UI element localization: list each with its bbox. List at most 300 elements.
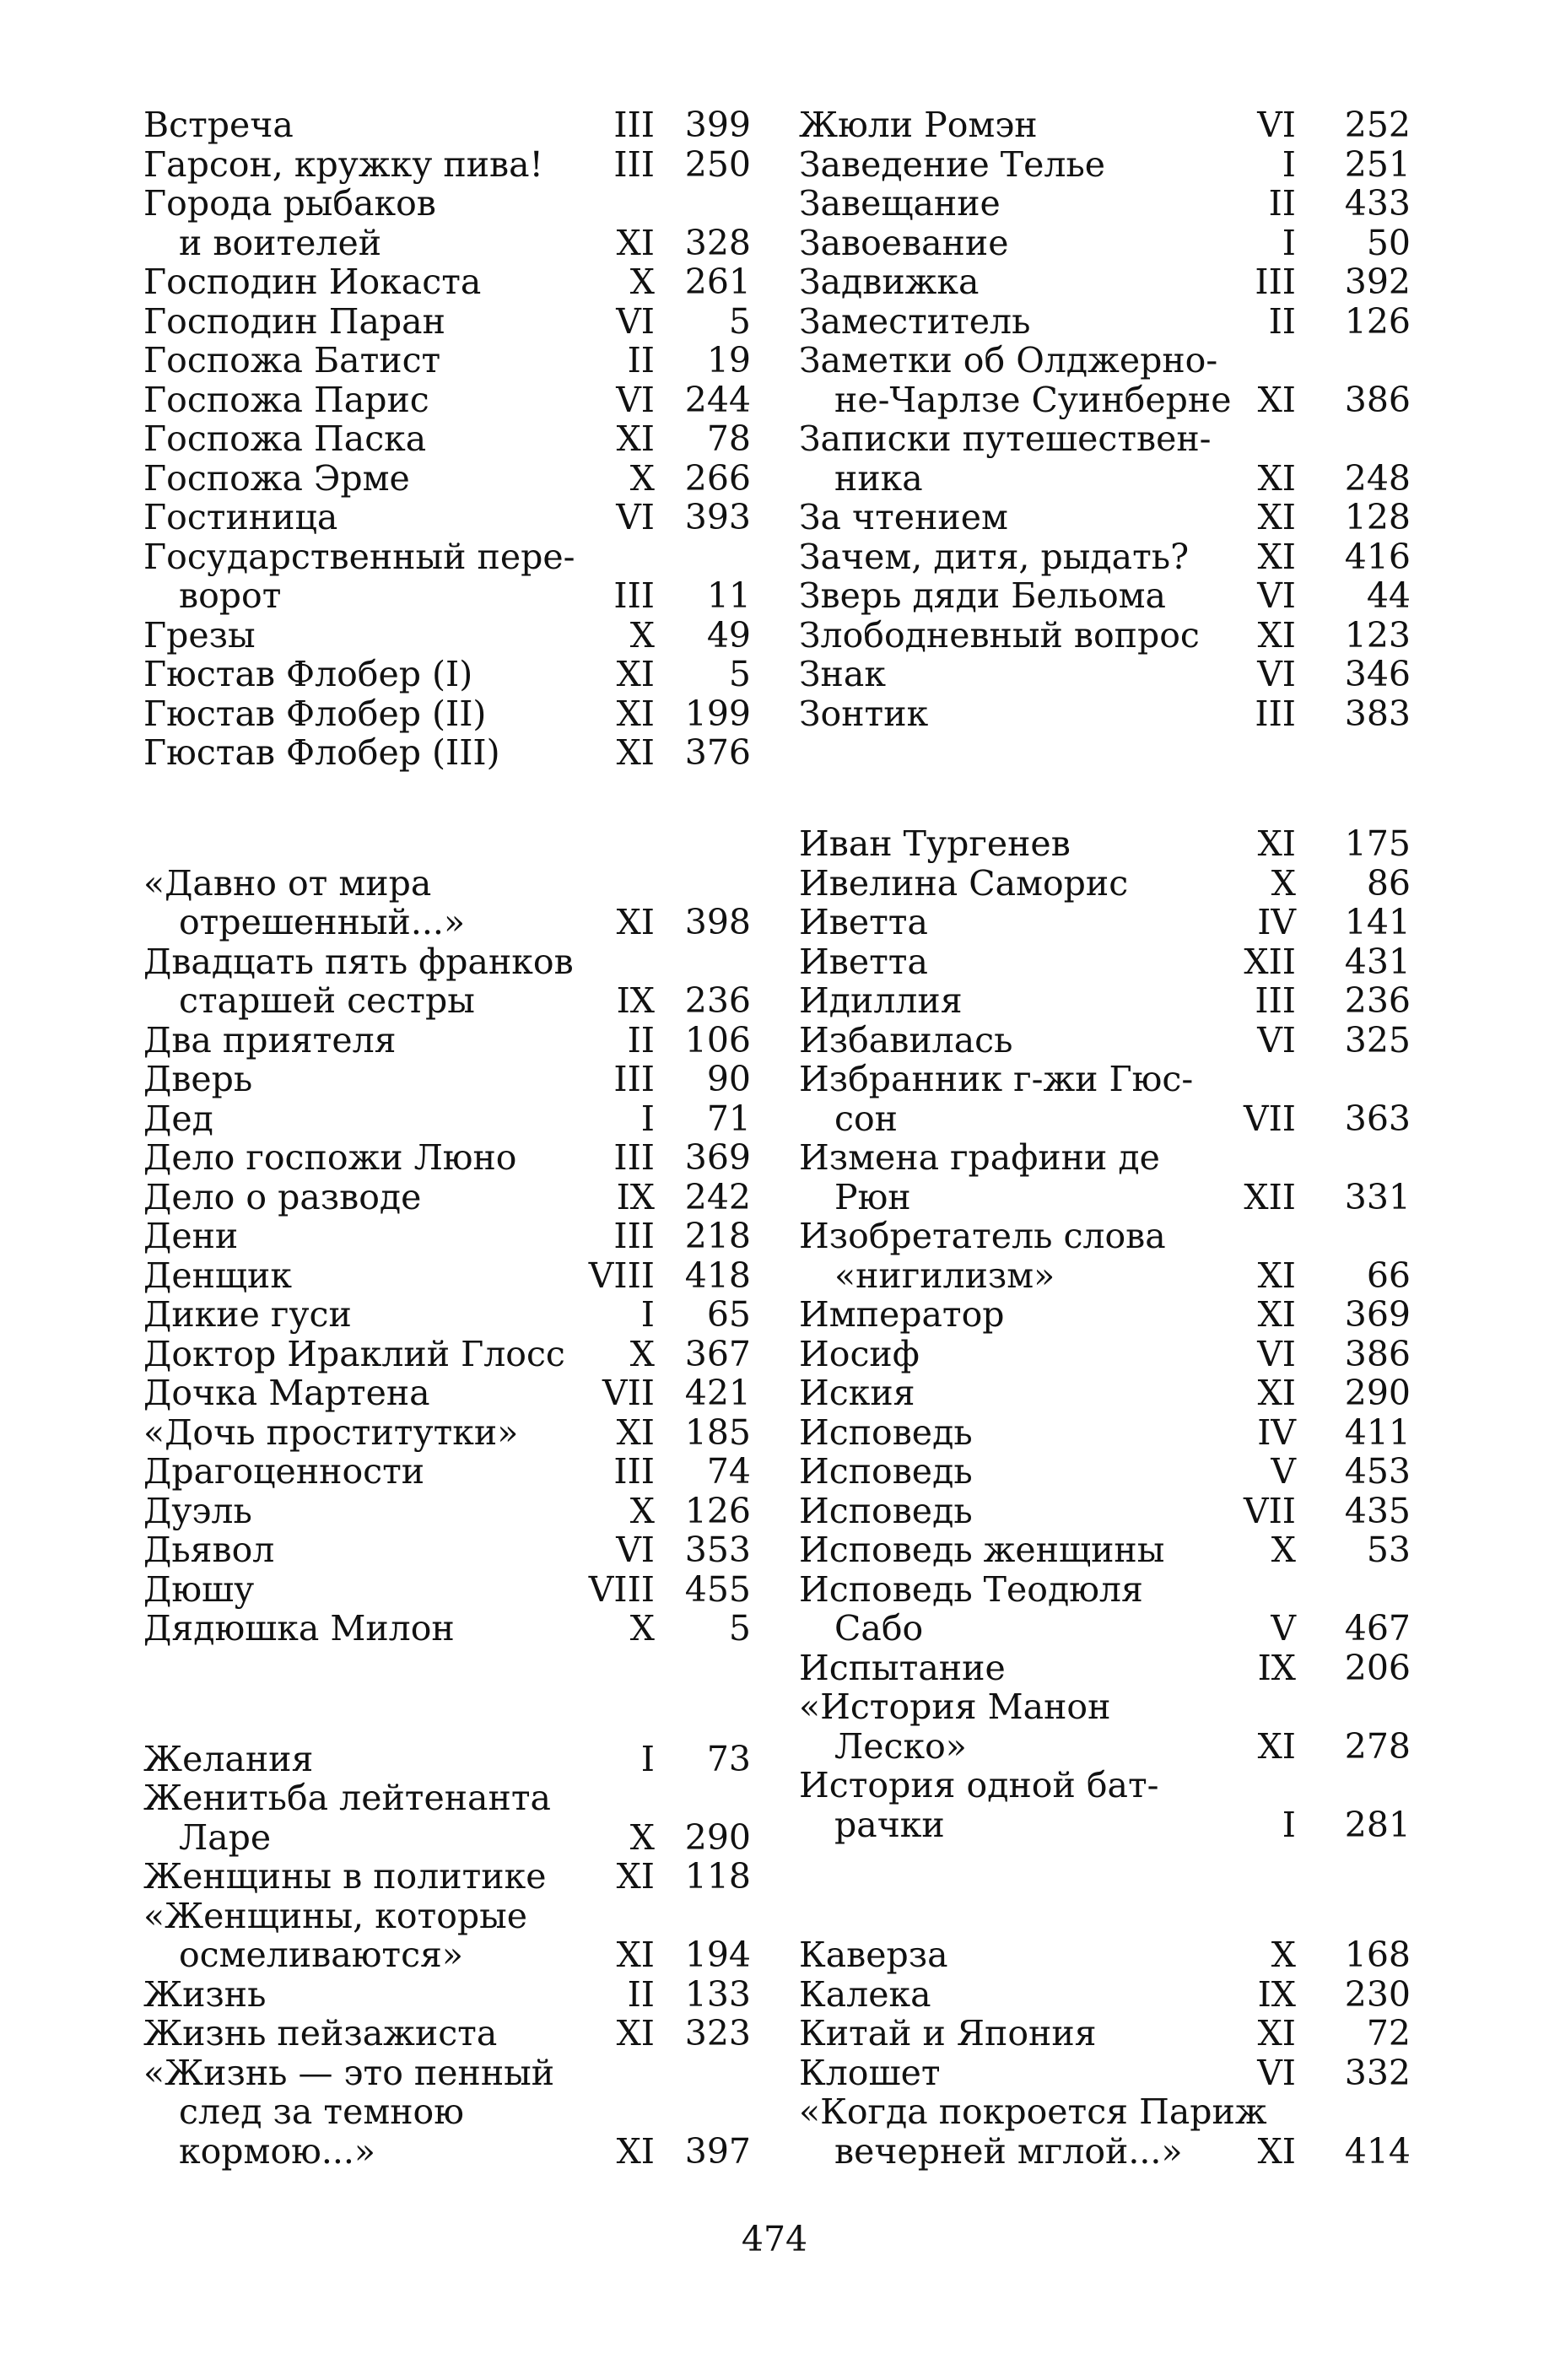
index-entry — [143, 1778, 751, 1857]
entry-page: 252 — [1344, 105, 1411, 145]
entry-volume: X — [1271, 1530, 1296, 1570]
entry-volume: XI — [616, 902, 655, 942]
index-entry — [143, 498, 751, 537]
index-entry — [799, 1217, 1411, 1295]
index-entry — [799, 903, 1411, 942]
entry-page: 141 — [1344, 902, 1411, 942]
entry-volume: VI — [1257, 1019, 1296, 1060]
entry-volume: III — [613, 1059, 655, 1099]
entry-volume: VI — [1257, 105, 1296, 145]
entry-title: Госпожа Паска — [143, 418, 427, 459]
entry-title: Император — [799, 1294, 1005, 1335]
entry-volume: VI — [1257, 654, 1296, 694]
entry-title-continuation: и воителей — [179, 222, 382, 263]
index-entry — [799, 419, 1411, 498]
entry-page: 11 — [706, 575, 751, 616]
entry-volume: XI — [1257, 1255, 1296, 1296]
entry-title: Исповедь женщины — [799, 1530, 1165, 1570]
index-entry — [143, 1373, 751, 1413]
index-entry — [143, 1099, 751, 1139]
entry-page: 386 — [1344, 379, 1411, 420]
index-entry — [143, 616, 751, 656]
entry-page: 65 — [706, 1294, 751, 1335]
entry-page: 19 — [706, 340, 751, 380]
entry-title: Дед — [143, 1098, 213, 1139]
entry-title: Изобретатель слова — [799, 1216, 1166, 1256]
entry-page: 281 — [1344, 1804, 1411, 1845]
index-entry — [143, 1609, 751, 1649]
entry-page: 328 — [684, 222, 751, 263]
entry-title: Двадцать пять франков — [143, 941, 574, 982]
index-entry — [799, 942, 1411, 982]
entry-page: 50 — [1366, 222, 1411, 263]
entry-page: 128 — [1344, 497, 1411, 537]
entry-title: Злободневный вопрос — [799, 614, 1200, 656]
index-entry — [143, 262, 751, 302]
index-entry — [799, 537, 1411, 577]
index-entry — [143, 655, 751, 694]
entry-title: Драгоценности — [143, 1451, 425, 1492]
entry-title: Жюли Ромэн — [799, 105, 1038, 145]
entry-volume: XI — [616, 732, 655, 773]
index-entry — [799, 105, 1411, 145]
entry-page: 49 — [706, 614, 751, 656]
entry-title: Зонтик — [799, 693, 929, 734]
entry-volume: I — [1282, 222, 1296, 263]
entry-page: 399 — [684, 105, 751, 145]
entry-page: 367 — [684, 1333, 751, 1374]
entry-title: Иветта — [799, 902, 928, 942]
entry-page: 455 — [684, 1568, 751, 1610]
entry-title-continuation: «нигилизм» — [834, 1255, 1055, 1296]
entry-title: Зачем, дитя, рыдать? — [799, 536, 1190, 577]
entry-volume: III — [1255, 980, 1296, 1021]
index-entry — [143, 1256, 751, 1296]
entry-title: Города рыбаков — [143, 183, 436, 224]
index-entry — [143, 105, 751, 145]
entry-volume: X — [629, 614, 655, 656]
entry-page: 278 — [1344, 1725, 1411, 1767]
entry-page: 323 — [684, 2013, 751, 2053]
index-entry — [799, 655, 1411, 694]
entry-title-continuation: не-Чарлзе Суинберне — [834, 379, 1232, 420]
entry-title: Записки путешествен- — [799, 418, 1212, 459]
entry-title: Дикие гуси — [143, 1294, 352, 1335]
entry-volume: X — [629, 1608, 655, 1649]
entry-volume: I — [640, 1738, 655, 1779]
entry-page: 78 — [706, 418, 751, 459]
entry-page: 332 — [1344, 2052, 1411, 2093]
entry-volume: IX — [616, 980, 655, 1021]
entry-page: 66 — [1366, 1255, 1411, 1296]
entry-volume: VI — [1257, 2052, 1296, 2093]
entry-volume: XI — [1257, 536, 1296, 577]
index-entry — [799, 1687, 1411, 1766]
entry-title: Грезы — [143, 614, 256, 656]
index-entry — [799, 981, 1411, 1021]
entry-title: За чтением — [799, 497, 1008, 537]
entry-page: 290 — [1344, 1373, 1411, 1413]
index-entry — [143, 864, 751, 942]
entry-page: 194 — [684, 1935, 751, 1975]
entry-page: 218 — [684, 1216, 751, 1256]
index-entry — [799, 2014, 1411, 2053]
entry-title: Денщик — [143, 1255, 292, 1296]
entry-volume: II — [627, 1973, 655, 2015]
entry-title: Государственный пере- — [143, 536, 575, 577]
entry-page: 5 — [728, 1608, 751, 1649]
index-entry — [143, 1857, 751, 1897]
entry-page: 230 — [1344, 1973, 1411, 2015]
index-entry — [143, 1060, 751, 1099]
index-entry — [799, 184, 1411, 224]
right-column — [799, 105, 1411, 2171]
index-entry — [799, 1530, 1411, 1570]
entry-page: 90 — [706, 1059, 751, 1099]
section-gap — [143, 773, 751, 864]
entry-title-continuation: ворот — [179, 575, 282, 616]
entry-title: Избранник г-жи Гюс- — [799, 1059, 1194, 1099]
entry-page: 133 — [684, 1973, 751, 2015]
entry-page: 290 — [684, 1816, 751, 1858]
entry-volume: III — [1255, 693, 1296, 734]
entry-volume: XI — [1257, 1373, 1296, 1413]
index-entry — [799, 2053, 1411, 2093]
entry-page: 71 — [706, 1098, 751, 1139]
entry-volume: IV — [1257, 1411, 1296, 1453]
entry-title: Задвижка — [799, 262, 980, 302]
entry-page: 53 — [1366, 1530, 1411, 1570]
entry-volume: IX — [1257, 1647, 1296, 1688]
index-entry — [143, 302, 751, 342]
entry-page: 386 — [1344, 1333, 1411, 1374]
entry-page: 431 — [1344, 941, 1411, 982]
entry-volume: XI — [1257, 1294, 1296, 1335]
entry-page: 168 — [1344, 1935, 1411, 1975]
entry-volume: III — [613, 1216, 655, 1256]
entry-volume: III — [613, 1137, 655, 1178]
entry-volume: I — [640, 1294, 655, 1335]
entry-page: 363 — [1344, 1098, 1411, 1139]
index-entry — [799, 1935, 1411, 1975]
entry-title-continuation: осмеливаются» — [179, 1935, 463, 1975]
entry-page: 126 — [684, 1490, 751, 1531]
entry-volume: X — [629, 262, 655, 302]
entry-title-continuation: след за темною — [179, 2091, 464, 2132]
index-entry — [799, 145, 1411, 185]
index-entry — [143, 2053, 751, 2172]
entry-volume: XI — [616, 1856, 655, 1897]
entry-title: Исповедь Теодюля — [799, 1568, 1143, 1610]
entry-title: «Когда покроется Париж — [799, 2091, 1267, 2132]
entry-title-continuation: рачки — [834, 1804, 945, 1845]
entry-page: 251 — [1344, 143, 1411, 185]
entry-title: Два приятеля — [143, 1019, 397, 1060]
entry-title: Заместитель — [799, 300, 1031, 342]
entry-page: 236 — [684, 980, 751, 1021]
entry-title-continuation: Леско» — [834, 1725, 967, 1767]
entry-page: 393 — [684, 497, 751, 537]
entry-page: 126 — [1344, 300, 1411, 342]
entry-page: 261 — [684, 262, 751, 302]
entry-volume: III — [613, 105, 655, 145]
entry-page: 250 — [684, 143, 751, 185]
entry-page: 411 — [1344, 1411, 1411, 1453]
index-entry — [143, 1570, 751, 1610]
entry-title-continuation: отрешенный...» — [179, 902, 466, 942]
entry-page: 106 — [684, 1019, 751, 1060]
entry-page: 435 — [1344, 1490, 1411, 1531]
entry-page: 467 — [1344, 1608, 1411, 1649]
index-entry — [799, 1060, 1411, 1138]
entry-page: 346 — [1344, 654, 1411, 694]
entry-title: «Давно от мира — [143, 862, 432, 904]
entry-page: 206 — [1344, 1647, 1411, 1688]
index-entry — [143, 459, 751, 499]
index-entry — [799, 1295, 1411, 1335]
entry-title: Гюстав Флобер (I) — [143, 654, 473, 694]
entry-title: Иван Тургенев — [799, 823, 1071, 864]
entry-title: Зверь дяди Бельома — [799, 575, 1166, 616]
entry-volume: III — [1255, 262, 1296, 302]
entry-page: 118 — [684, 1856, 751, 1897]
entry-title-continuation: Рюн — [834, 1176, 911, 1217]
index-entry — [799, 1570, 1411, 1649]
entry-volume: VII — [1243, 1098, 1296, 1139]
entry-title: «Жизнь — это пенный — [143, 2052, 555, 2093]
index-entry — [143, 733, 751, 773]
entry-title: Дядюшка Милон — [143, 1608, 455, 1649]
entry-volume: X — [629, 1490, 655, 1531]
entry-page: 72 — [1366, 2013, 1411, 2053]
entry-page: 44 — [1366, 575, 1411, 616]
entry-title: Дуэль — [143, 1490, 252, 1531]
entry-title-continuation: кормою...» — [179, 2130, 376, 2172]
index-entry — [799, 1975, 1411, 2015]
entry-volume: II — [1268, 183, 1296, 224]
entry-title-continuation: сон — [834, 1098, 898, 1139]
entry-title: Иветта — [799, 941, 928, 982]
entry-volume: XI — [1257, 2130, 1296, 2172]
entry-page: 433 — [1344, 183, 1411, 224]
entry-title: Жизнь — [143, 1973, 267, 2015]
entry-page: 369 — [1344, 1294, 1411, 1335]
entry-page: 421 — [684, 1373, 751, 1413]
entry-volume: XI — [1257, 457, 1296, 499]
entry-title: Исповедь — [799, 1411, 973, 1453]
entry-title: Дело госпожи Люно — [143, 1137, 517, 1178]
entry-volume: X — [1271, 862, 1296, 904]
index-entry — [143, 1217, 751, 1256]
entry-volume: VI — [616, 379, 655, 420]
index-entry — [799, 616, 1411, 656]
section-gap — [799, 733, 1411, 824]
index-entry — [799, 1649, 1411, 1688]
entry-volume: II — [627, 340, 655, 380]
entry-volume: XII — [1244, 941, 1296, 982]
entry-page: 383 — [1344, 693, 1411, 734]
entry-title: «История Манон — [799, 1687, 1111, 1727]
index-entry — [143, 1975, 751, 2015]
entry-title: Завещание — [799, 183, 1001, 224]
entry-title: Завоевание — [799, 222, 1009, 263]
entry-title: Испытание — [799, 1647, 1006, 1688]
entry-volume: VIII — [588, 1568, 655, 1610]
index-entry — [143, 184, 751, 262]
entry-volume: XI — [616, 2130, 655, 2172]
entry-page: 398 — [684, 902, 751, 942]
left-column — [143, 105, 751, 2171]
entry-title-continuation: ника — [834, 457, 923, 499]
entry-title: Заметки об Олджерно- — [799, 340, 1218, 380]
entry-title: Иосиф — [799, 1333, 920, 1374]
entry-title: Дверь — [143, 1059, 253, 1099]
entry-volume: XI — [1257, 2013, 1296, 2053]
entry-page: 418 — [684, 1255, 751, 1296]
entry-title: Ивелина Саморис — [799, 862, 1129, 904]
entry-page: 175 — [1344, 823, 1411, 864]
entry-volume: III — [613, 1451, 655, 1492]
entry-title: Встреча — [143, 105, 294, 145]
entry-page: 453 — [1344, 1451, 1411, 1492]
index-entry — [143, 537, 751, 616]
index-entry — [143, 1021, 751, 1060]
entry-volume: VI — [616, 300, 655, 342]
entry-page: 5 — [728, 654, 751, 694]
entry-volume: XI — [616, 1411, 655, 1453]
entry-page: 185 — [684, 1411, 751, 1453]
entry-volume: XI — [1257, 379, 1296, 420]
entry-page: 242 — [684, 1176, 751, 1217]
index-entry — [799, 1766, 1411, 1844]
entry-volume: IV — [1257, 902, 1296, 942]
index-entry — [143, 2014, 751, 2053]
entry-page: 73 — [706, 1738, 751, 1779]
entry-volume: VI — [1257, 575, 1296, 616]
index-entry — [799, 224, 1411, 263]
index-entry — [799, 302, 1411, 342]
index-entry — [143, 145, 751, 185]
index-entry — [143, 1530, 751, 1570]
index-entry — [799, 262, 1411, 302]
entry-title: Госпожа Парис — [143, 379, 429, 420]
entry-volume: XI — [616, 1935, 655, 1975]
entry-page: 74 — [706, 1451, 751, 1492]
entry-page: 416 — [1344, 536, 1411, 577]
index-entry — [799, 1335, 1411, 1374]
entry-volume: VIII — [588, 1255, 655, 1296]
entry-volume: VI — [616, 497, 655, 537]
entry-page: 236 — [1344, 980, 1411, 1021]
entry-page: 199 — [684, 693, 751, 734]
index-entry — [143, 1492, 751, 1531]
entry-volume: XII — [1244, 1176, 1296, 1217]
entry-page: 248 — [1344, 457, 1411, 499]
index-entry — [143, 419, 751, 459]
entry-page: 123 — [1344, 614, 1411, 656]
entry-page: 244 — [684, 379, 751, 420]
entry-volume: II — [1268, 300, 1296, 342]
entry-volume: I — [1282, 143, 1296, 185]
entry-page: 369 — [684, 1137, 751, 1178]
entry-title: Желания — [143, 1738, 314, 1779]
entry-title: Дело о разводе — [143, 1176, 422, 1217]
entry-title: Знак — [799, 654, 886, 694]
index-entry — [143, 341, 751, 380]
entry-title: Дюшу — [143, 1568, 255, 1610]
entry-page: 5 — [728, 300, 751, 342]
entry-title: Китай и Япония — [799, 2013, 1097, 2053]
page-number: 474 — [741, 2219, 808, 2259]
entry-title-continuation: старшей сестры — [179, 980, 475, 1021]
section-gap — [799, 1844, 1411, 1935]
index-entry — [143, 1897, 751, 1975]
index-entry — [799, 1373, 1411, 1413]
entry-volume: XI — [1257, 614, 1296, 656]
entry-title: Гюстав Флобер (II) — [143, 693, 487, 734]
entry-volume: V — [1271, 1451, 1296, 1492]
index-entry — [799, 576, 1411, 616]
entry-page: 331 — [1344, 1176, 1411, 1217]
entry-title: Госпожа Эрме — [143, 457, 410, 499]
index-entry — [143, 942, 751, 1021]
entry-title: Доктор Ираклий Глосс — [143, 1333, 565, 1374]
entry-volume: XI — [616, 654, 655, 694]
index-entry — [143, 1335, 751, 1374]
index-entry — [143, 1295, 751, 1335]
entry-volume: IX — [616, 1176, 655, 1217]
entry-title-continuation: вечерней мглой...» — [834, 2130, 1183, 2172]
entry-title-continuation: Ларе — [179, 1816, 272, 1858]
index-entry — [799, 341, 1411, 419]
entry-title: Господин Иокаста — [143, 262, 482, 302]
entry-title: Дьявол — [143, 1530, 275, 1570]
index-entry — [799, 864, 1411, 904]
entry-title: Госпожа Батист — [143, 340, 441, 380]
entry-title: Господин Паран — [143, 300, 445, 342]
entry-page: 397 — [684, 2130, 751, 2172]
entry-title: Дочка Мартена — [143, 1373, 430, 1413]
entry-volume: VII — [602, 1373, 655, 1413]
entry-page: 376 — [684, 732, 751, 773]
index-entry — [143, 1138, 751, 1178]
index-entry — [143, 380, 751, 420]
entry-volume: I — [640, 1098, 655, 1139]
entry-volume: XI — [616, 693, 655, 734]
entry-title: Калека — [799, 1973, 931, 2015]
index-entry — [799, 1452, 1411, 1492]
entry-title-continuation: Сабо — [834, 1608, 924, 1649]
entry-title: Избавилась — [799, 1019, 1013, 1060]
index-entry — [799, 824, 1411, 864]
entry-title: История одной бат- — [799, 1765, 1159, 1805]
index-entry — [799, 2092, 1411, 2171]
index-entry — [799, 1138, 1411, 1217]
entry-volume: X — [629, 457, 655, 499]
entry-title: Женщины в политике — [143, 1856, 547, 1897]
entry-volume: IX — [1257, 1973, 1296, 2015]
entry-title: Каверза — [799, 1935, 948, 1975]
entry-title: «Женщины, которые — [143, 1895, 528, 1936]
index-entry — [143, 1413, 751, 1453]
entry-page: 266 — [684, 457, 751, 499]
entry-title: Жизнь пейзажиста — [143, 2013, 498, 2053]
entry-volume: XI — [616, 418, 655, 459]
entry-volume: III — [613, 143, 655, 185]
entry-title: Клошет — [799, 2052, 941, 2093]
index-entry — [799, 1021, 1411, 1060]
section-gap — [143, 1649, 751, 1740]
